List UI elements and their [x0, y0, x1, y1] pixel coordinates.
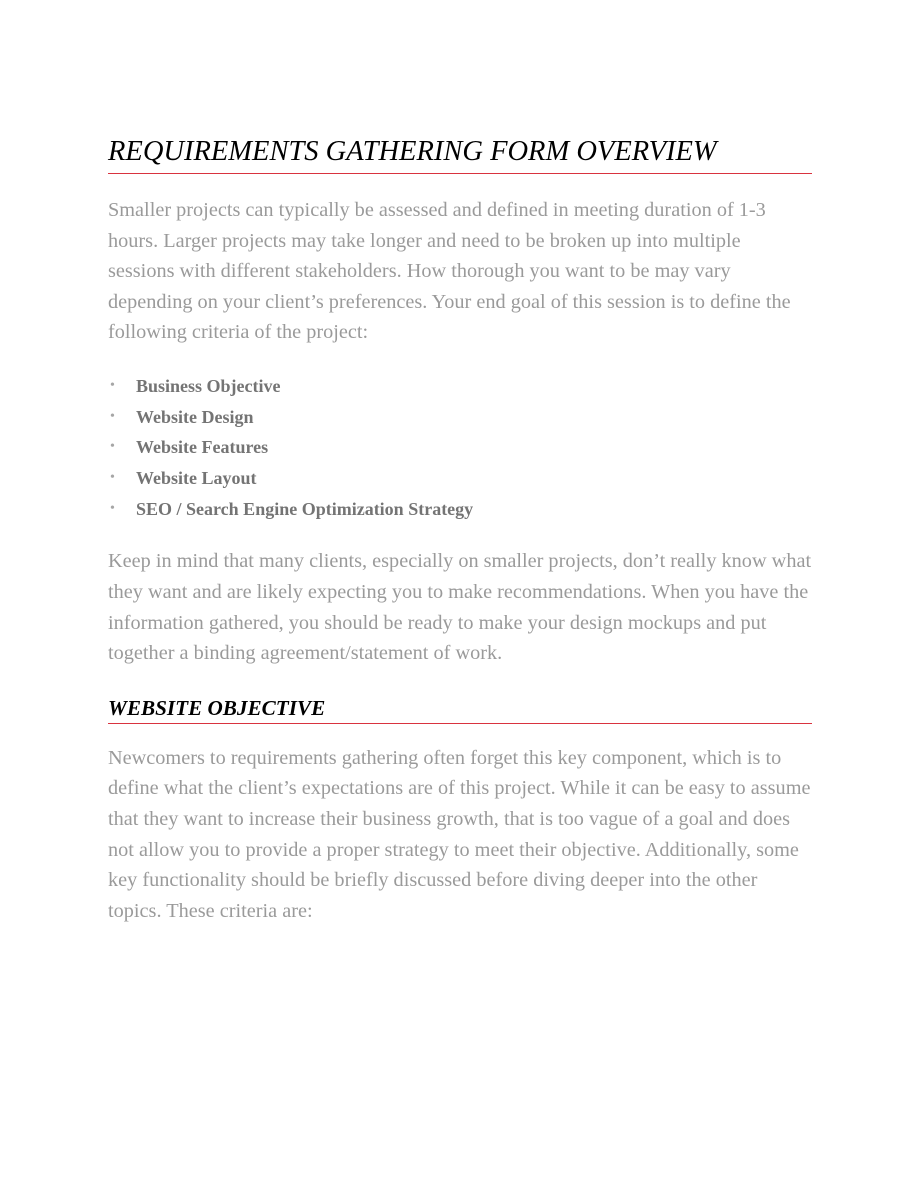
document-page [108, 132, 812, 926]
criteria-label: SEO / Search Engine Optimization Strategy [136, 498, 474, 519]
list-item [108, 371, 812, 402]
list-item [108, 494, 812, 525]
keep-in-mind-paragraph: Keep in mind that many clients, especially on smaller projects, don’t really know what they want and are likely expecting you to make recommendations. When you have the information gathered, you should be ready to make your design mockups and put together a binding agreement/statement of work. [108, 550, 812, 665]
section-title-website-objective: WEBSITE OBJECTIVE [108, 694, 812, 724]
list-item [108, 402, 812, 433]
bullet-icon: • [110, 470, 115, 486]
criteria-label: Website Layout [136, 468, 257, 489]
criteria-label: Business Objective [136, 375, 281, 396]
document-title: REQUIREMENTS GATHERING FORM OVERVIEW [108, 132, 812, 174]
list-item [108, 463, 812, 494]
criteria-label: Website Features [136, 437, 269, 458]
list-item [108, 432, 812, 463]
intro-paragraph: Smaller projects can typically be assessed and defined in meeting duration of 1-3 hours. Larger projects may take longer and need to be broken up into multiple sessions with different stakeholders. How thorough you want to be may vary depending on your client’s preferences. Your end goal of this session is to define the following criteria of the project: [108, 199, 791, 344]
website-objective-paragraph: Newcomers to requirements gathering often forget this key component, which is to define what the client’s expectations are of this project. While it can be easy to assume that they want to increase their business growth, that is too vague of a goal and does not allow you to provide a proper strategy to meet their objective. Additionally, some key functionality should be briefly discussed before diving deeper into the other topics. These criteria are: [108, 746, 811, 922]
bullet-icon: • [110, 377, 115, 393]
bullet-icon: • [110, 439, 115, 455]
criteria-list [108, 371, 812, 525]
criteria-label: Website Design [136, 406, 254, 427]
bullet-icon: • [110, 408, 115, 424]
bullet-icon: • [110, 500, 115, 516]
